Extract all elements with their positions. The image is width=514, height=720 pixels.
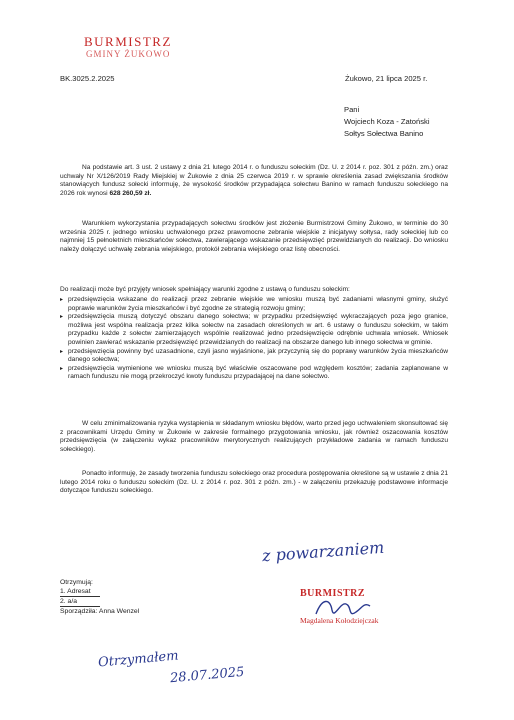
requirement-item: ▸ przedsięwzięcia wymienione we wniosku muszą być właściwie oszacowane pod względem kosztów; zadania zaplanowane w ramach funduszu nie mogą przekroczyć kwoty funduszu przypadającej na dane sołectwo. <box>60 365 448 382</box>
place-date: Żukowo, 21 lipca 2025 r. <box>345 74 428 83</box>
distribution-item: 1. Adresat <box>60 587 100 597</box>
paragraph-conditions: Warunkiem wykorzystania przypadających sołectwu środków jest złożenie Burmistrzowi Gminy Żukowo, w terminie do 30 września 2025 r. jednego wniosku uchwalonego przez prawomocne zebranie wiejskie z inicjatywy sołtysa, rady sołeckiej lub co najmniej 15 pełnoletnich mieszkańców sołectwa, zawierającego wskazanie przedsięwzięć przewidzianych do realizacji. Do wniosku należy dołączyć uchwałę zebrania wiejskiego, protokół zebrania wiejskiego oraz listę obecności. <box>60 220 448 253</box>
paragraph-funding-text: Na podstawie art. 3 ust. 2 ustawy z dnia 21 lutego 2014 r. o funduszu sołeckim (Dz. U. z 2014 r. poz. 301 z późn. zm.) oraz uchwały Nr X/126/2019 Rady Miejskiej w Żukowie z dnia 25 czerwca 2019 r. w sprawie określenia zasad zwiększania środków stanowiących fundusz sołecki informuję, że wysokość środków przypadająca sołectwu Banino w ramach funduszu sołeckiego na 2026 rok wynosi <box>60 164 448 197</box>
paragraph-funding-amount <box>60 164 448 198</box>
recipient-salutation: Pani <box>344 105 360 114</box>
distribution-item: 2. a/a <box>60 597 100 607</box>
handwritten-regards: z powarzaniem <box>261 537 385 566</box>
requirements-list <box>60 296 448 382</box>
reference-number: BK.3025.2.2025 <box>60 74 115 83</box>
paragraph-requirements-intro: Do realizacji może być przyjęty wniosek spełniający warunki zgodne z ustawą o funduszu sołeckim: <box>60 286 350 293</box>
paragraph-rules: Ponadto informuję, że zasady tworzenia funduszu sołeckiego oraz procedura postępowania określone są w ustawie z dnia 21 lutego 2014 roku o funduszu sołeckim (Dz. U. z 2014 r. poz. 301 z późn. zm.) - w załączeniu przekazuję podstawowe informacje dotyczące funduszu sołeckiego. <box>60 470 448 495</box>
stamp-subtitle: GMINY ŻUKOWO <box>86 49 171 59</box>
stamp-title: BURMISTRZ <box>84 34 172 49</box>
requirement-item: ▸ przedsięwzięcia powinny być uzasadnione, czyli jasno wyjaśnione, jak przyczynią się do poprawy warunków życia mieszkańców danego sołectwa; <box>60 348 448 365</box>
requirement-item: ▸ przedsięwzięcia wskazane do realizacji przez zebranie wiejskie we wniosku muszą być zadaniami własnymi gminy, służyć poprawie warunków życia mieszkańców i być zgodne ze strategią rozwoju gminy; <box>60 296 448 313</box>
paragraph-consultation: W celu zminimalizowania ryzyka wystąpienia w składanym wniosku błędów, warto przed jego uchwaleniem skonsultować się z pracownikami Urzędu Gminy w Żukowie w zakresie formalnego przygotowania wniosku, jak również oszacowania kosztów przedsięwzięcia (w załączeniu wykaz pracowników merytorycznych realizujących przykładowe zadania w ramach funduszu sołeckiego). <box>60 420 448 453</box>
recipient-block <box>344 104 430 140</box>
recipient-name: Wojciech Koza - Zatoński <box>344 117 430 126</box>
handwritten-receipt-date: 28.07.2025 <box>169 664 245 687</box>
prepared-by: Sporządziła: Anna Wenzel <box>60 608 140 615</box>
distribution-heading: Otrzymują: <box>60 579 93 586</box>
handwritten-receipt: Otrzymałem <box>97 648 180 671</box>
funding-amount: 628 260,59 zł. <box>109 189 152 197</box>
recipient-role: Sołtys Sołectwa Banino <box>344 129 424 138</box>
signatory-name: Magdalena Kołodziejczak <box>300 616 379 625</box>
distribution-list <box>60 578 139 616</box>
signature-stamp-title: BURMISTRZ <box>300 588 366 599</box>
requirement-item: ▸ przedsięwzięcia muszą dotyczyć obszaru danego sołectwa; w przypadku przedsięwzięć wykraczających poza jego granice, możliwa jest wspólna realizacja przez kilka sołectw na zasadach określonych w art. 6 ustawy o funduszu sołeckim, w takim przypadku każde z sołectw zamierzających wspólnie realizować jedno przedsięwzięcie odrębnie uchwala wniosek. Wniosek powinien zawierać wskazanie przedsięwzięć przewidzianych do realizacji na obszarze danego lub innego sołectwa w gminie. <box>60 313 448 347</box>
